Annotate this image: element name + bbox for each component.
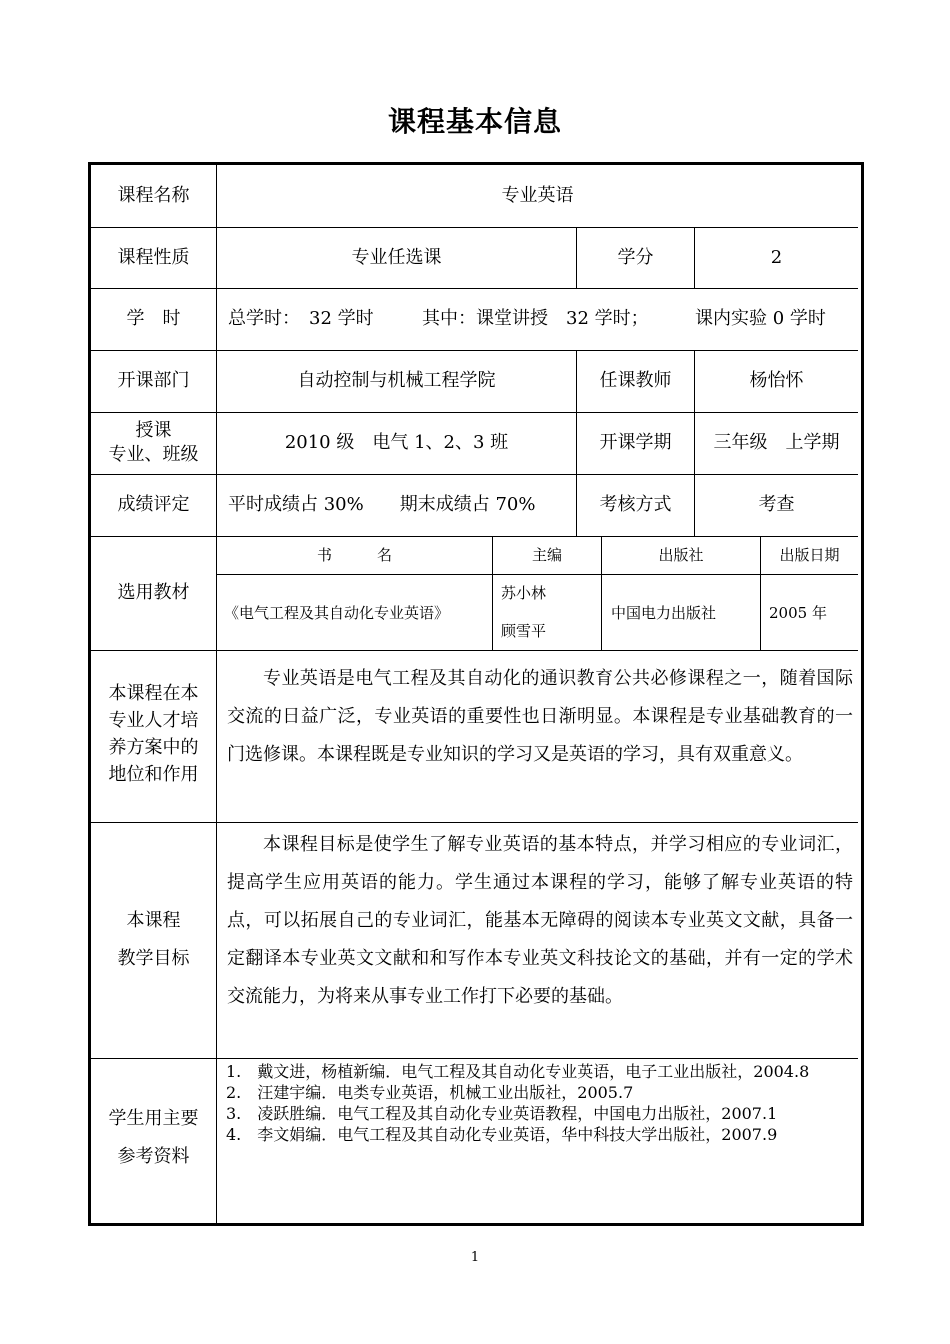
textbook-header-publisher: 出版社 — [658, 546, 704, 564]
textbook-name: 《电气工程及其自动化专业英语》 — [224, 603, 450, 622]
role-label — [91, 680, 216, 790]
textbook-editor-1: 苏小林 — [501, 584, 547, 602]
teacher-label: 任课教师 — [599, 370, 672, 391]
course-nature-label: 课程性质 — [117, 246, 190, 268]
textbook-header-name: 书 名 — [316, 546, 392, 564]
role-text — [227, 660, 853, 774]
credit-label: 学分 — [617, 246, 654, 268]
teacher-value: 杨怡怀 — [749, 370, 804, 391]
objectives-label-line1: 本课程 — [126, 910, 181, 931]
references-label-line1: 学生用主要 — [108, 1108, 199, 1129]
textbook-header-editor: 主编 — [531, 546, 562, 564]
textbook-header-date: 出版日期 — [779, 546, 840, 564]
page-title: 课程基本信息 — [387, 105, 562, 138]
course-name-value: 专业英语 — [501, 185, 574, 206]
hours-total: 总学时： 32 学时 — [228, 308, 374, 329]
classes-label-line1: 授课 — [135, 420, 172, 441]
textbook-publisher: 中国电力出版社 — [611, 603, 717, 622]
references-label-line2: 参考资料 — [117, 1146, 190, 1167]
row-divider — [91, 822, 858, 823]
objectives-text — [227, 826, 853, 1016]
objectives-label — [91, 900, 216, 980]
textbook-editor-2: 顾雪平 — [501, 622, 547, 640]
course-nature-value: 专业任选课 — [351, 246, 442, 268]
classes-value: 2010 级 电气 1、2、3 班 — [284, 432, 509, 453]
row-divider — [91, 650, 858, 651]
reference-item: 3. 凌跃胜编．电气工程及其自动化专业英语教程，中国电力出版社，2007.1 — [226, 1104, 778, 1123]
hours-detail: 其中：课堂讲授 32 学时； — [422, 308, 649, 329]
references-list — [226, 1061, 852, 1145]
reference-item: 1. 戴文进，杨植新编．电气工程及其自动化专业英语，电子工业出版社，2004.8 — [226, 1062, 810, 1081]
role-label-line: 专业人才培 — [108, 710, 199, 731]
term-value: 三年级 上学期 — [713, 432, 840, 453]
row-divider — [91, 1058, 858, 1059]
grading-label: 成绩评定 — [117, 494, 190, 515]
objectives-paragraph: 本课程目标是使学生了解专业英语的基本特点，并学习相应的专业词汇，提高学生应用英语的能力。学生通过本课程的学习，能够了解专业英语的特点，可以拓展自己的专业词汇，能基本无障碍的阅读本专业英文文献，具备一定翻译本专业英文文献和和写作本专业英文科技论文的基础，并有一定的学术交流能力，为将来从事专业工作打下必要的基础。 — [227, 834, 853, 1007]
hours-lab: 课内实验 0 学时 — [695, 308, 826, 329]
term-label: 开课学期 — [599, 432, 672, 453]
textbook-date: 2005 年 — [769, 603, 827, 622]
reference-item: 2. 汪建宇编．电类专业英语，机械工业出版社，2005.7 — [226, 1083, 634, 1102]
department-label: 开课部门 — [117, 370, 190, 391]
textbook-label: 选用教材 — [117, 582, 190, 603]
classes-label-line2: 专业、班级 — [108, 444, 199, 465]
grading-value: 平时成绩占 30% 期末成绩占 70% — [228, 494, 536, 515]
credit-value: 2 — [770, 246, 783, 268]
references-label — [91, 1098, 216, 1178]
exam-value: 考查 — [758, 494, 795, 515]
page-number: 1 — [470, 1250, 480, 1265]
role-paragraph: 专业英语是电气工程及其自动化的通识教育公共必修课程之一，随着国际交流的日益广泛，专业英语的重要性也日渐明显。本课程是专业基础教育的一门选修课。本课程既是专业知识的学习又是英语的学习，具有双重意义。 — [227, 668, 853, 765]
role-label-line: 本课程在本 — [108, 683, 199, 704]
hours-label: 学 时 — [126, 308, 181, 329]
exam-label: 考核方式 — [599, 494, 672, 515]
role-label-line: 地位和作用 — [108, 764, 199, 785]
reference-item: 4. 李文娟编．电气工程及其自动化专业英语，华中科技大学出版社，2007.9 — [226, 1125, 778, 1144]
department-value: 自动控制与机械工程学院 — [297, 370, 496, 391]
objectives-label-line2: 教学目标 — [117, 948, 190, 969]
label-column-divider — [216, 165, 217, 1223]
classes-label — [91, 412, 216, 474]
course-name-label: 课程名称 — [117, 185, 190, 206]
role-label-line: 养方案中的 — [108, 737, 199, 758]
